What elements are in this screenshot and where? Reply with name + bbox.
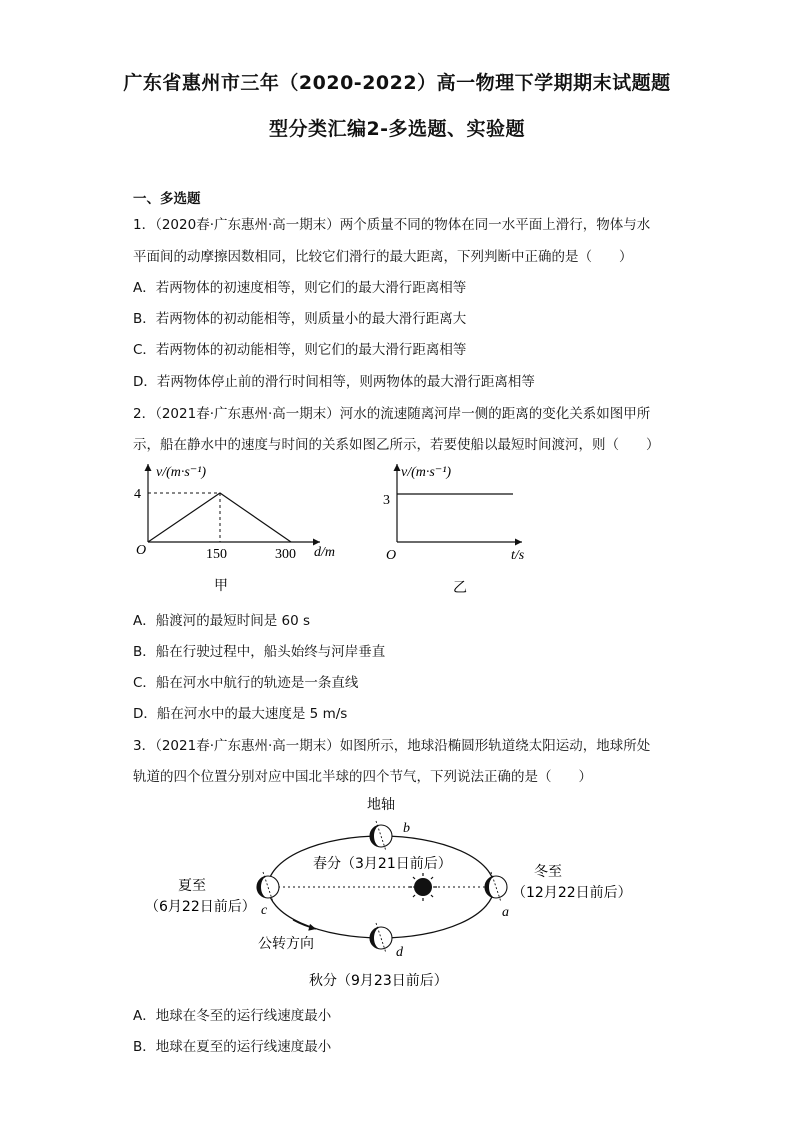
q1-option-a: A．若两物体的初速度相等，则它们的最大滑行距离相等 <box>133 280 467 296</box>
jia-y-label: v/(m·s⁻¹) <box>156 465 207 480</box>
jia-x-label: d/m <box>314 545 335 560</box>
jia-y-tick-4: 4 <box>134 487 141 502</box>
revolution-direction-label: 公转方向 <box>258 936 314 952</box>
q2-stem-line2: 示，船在静水中的速度与时间的关系如图乙所示，若要使船以最短时间渡河，则（ ） <box>133 437 660 453</box>
q2-option-b: B．船在行驶过程中，船头始终与河岸垂直 <box>133 644 386 660</box>
section-heading: 一、多选题 <box>133 191 201 207</box>
jia-x-tick-300: 300 <box>275 547 296 562</box>
jia-caption: 甲 <box>214 578 228 594</box>
figure-jia <box>134 464 335 594</box>
orbit-ellipse <box>268 836 494 938</box>
page-title-line1: 广东省惠州市三年（2020-2022）高一物理下学期期末试题题 <box>123 72 671 94</box>
label-a: a <box>502 905 509 920</box>
q2-option-d: D．船在河水中的最大速度是 5 m/s <box>133 706 348 722</box>
earth-position-d-icon <box>370 923 392 953</box>
summer-solstice-date: （6月22日前后） <box>145 899 256 915</box>
q1-option-b: B．若两物体的初动能相等，则质量小的最大滑行距离大 <box>133 311 467 327</box>
label-d: d <box>396 945 403 960</box>
spring-equinox-label: 春分（3月21日前后） <box>313 856 452 872</box>
earth-position-c-icon <box>257 872 279 902</box>
q3-option-b: B．地球在夏至的运行线速度最小 <box>133 1039 332 1055</box>
autumn-equinox-label: 秋分（9月23日前后） <box>309 973 448 989</box>
earth-position-a-icon <box>485 872 507 902</box>
q1-option-c: C．若两物体的初动能相等，则它们的最大滑行距离相等 <box>133 342 467 358</box>
earth-position-b-icon <box>370 821 392 851</box>
yi-origin: O <box>386 548 397 563</box>
q1-option-d: D．若两物体停止前的滑行时间相等，则两物体的最大滑行距离相等 <box>133 374 535 390</box>
yi-y-label: v/(m·s⁻¹) <box>401 465 452 480</box>
yi-y-tick-3: 3 <box>383 493 390 508</box>
jia-origin: O <box>136 543 147 558</box>
q2-option-c: C．船在河水中航行的轨迹是一条直线 <box>133 675 359 691</box>
summer-solstice-label: 夏至 <box>178 878 206 894</box>
jia-x-tick-150: 150 <box>206 547 227 562</box>
q3-stem-line2: 轨道的四个位置分别对应中国北半球的四个节气，下列说法正确的是（ ） <box>133 769 592 785</box>
yi-x-label: t/s <box>511 548 525 563</box>
q2-figures <box>120 458 540 598</box>
q3-option-a: A．地球在冬至的运行线速度最小 <box>133 1008 332 1024</box>
q2-stem-line1: 2．（2021春·广东惠州·高一期末）河水的流速随离河岸一侧的距离的变化关系如图甲所 <box>133 406 651 422</box>
earth-axis-label: 地轴 <box>367 797 395 813</box>
q3-stem-line1: 3．（2021春·广东惠州·高一期末）如图所示，地球沿椭圆形轨道绕太阳运动，地球所处 <box>133 738 651 754</box>
yi-caption: 乙 <box>453 580 467 596</box>
q2-option-a: A．船渡河的最短时间是 60 s <box>133 613 311 629</box>
winter-solstice-label: 冬至 <box>534 864 562 880</box>
label-c: c <box>261 903 268 918</box>
page-title-line2: 型分类汇编2-多选题、实验题 <box>268 118 526 140</box>
q1-stem-line2: 平面间的动摩擦因数相同，比较它们滑行的最大距离，下列判断中正确的是（ ） <box>133 249 633 265</box>
label-b: b <box>403 821 410 836</box>
winter-solstice-date: （12月22日前后） <box>512 885 632 901</box>
q1-stem-line1: 1．（2020春·广东惠州·高一期末）两个质量不同的物体在同一水平面上滑行，物体与水 <box>133 217 651 233</box>
q3-orbit-figure <box>130 790 650 995</box>
figure-yi <box>383 464 525 596</box>
